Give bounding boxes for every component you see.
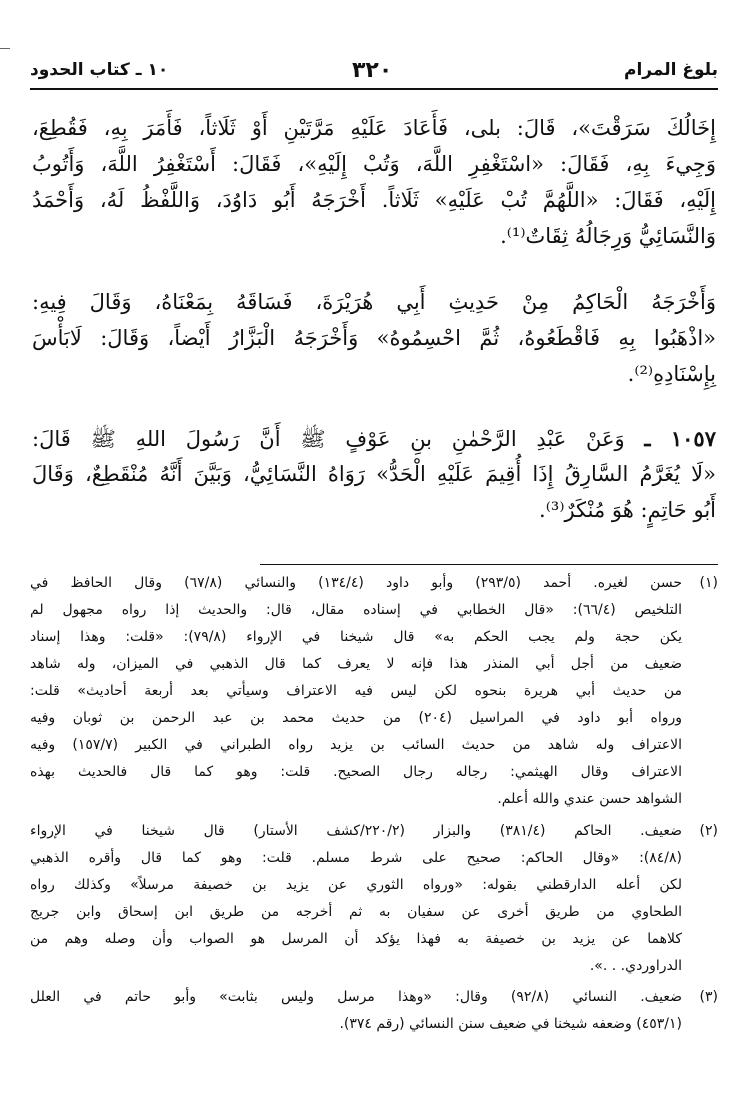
footnote-line: الشواهد حسن عندي والله أعلم. — [497, 791, 682, 807]
text-line: «اذْهَبُوا بِهِ فَاقْطَعُوهُ، ثُمَّ احْسِمُوهُ» وَأَخْرَجَهُ الْبَزَّارُ أَيْضاً، وَقَالَ: لَابَأْسَ — [32, 326, 716, 350]
text-line: إِخَالُكَ سَرَقْتَ»، قَالَ: بلى، فَأَعَادَ عَلَيْهِ مَرَّتَيْنِ أَوْ ثَلَاثاً، فَأَمَرَ بِهِ، فَقُطِعَ، — [32, 116, 716, 140]
footnote-line: ورواه أبو داود في المراسيل (٢٠٤) من حديث محمد بن عبد الرحمن بن ثوبان وفيه — [30, 710, 683, 726]
footnote-line: الطحاوي من طريق أخرى عن سفيان به ثم أخرجه من طريق ابن إسحاق وابن جريج — [30, 904, 682, 920]
hadith-number: ١٠٥٧ ـ — [644, 426, 716, 451]
text-line: «لَا يُغَرَّمُ السَّارِقُ إِذَا أُقِيمَ عَلَيْهِ الْحَدُّ» رَوَاهُ النَّسَائِيُّ، وَبَيَّنَ أَنَّهُ مُنْقَطِعٌ، وَقَالَ — [32, 462, 716, 486]
footnote-line: ضعيف من أجل أبي المنذر هذا فإنه لا يعرف كما قال الذهبي في الميزان، وله شاهد — [30, 656, 682, 672]
running-header — [30, 58, 718, 90]
hadith-text: وَعَنْ عَبْدِ الرَّحْمٰنِ بنِ عَوْفٍ ﷺ أَنَّ رَسُولَ اللهِ ﷺ قَالَ: — [32, 427, 625, 451]
hadith-first-line — [32, 428, 716, 450]
footnote-number: (٣) — [699, 989, 718, 1005]
text-line: أَبُو حَاتِمٍ: هُوَ مُنْكَرٌ⁽³⁾. — [539, 498, 716, 522]
footnote-number: (١) — [699, 575, 718, 591]
footnote-line: ضعيف. الحاكم (٣٨١/٤) والبزار (٢٢٠/٢/كشف الأستار) قال شيخنا في الإرواء — [30, 823, 682, 839]
footnote-line: حسن لغيره. أحمد (٢٩٣/٥) وأبو داود (١٣٤/٤) والنسائي (٦٧/٨) وقال الحافظ في — [30, 575, 682, 591]
footnote-line: (٤٥٣/١) وضعفه شيخنا في ضعيف سنن النسائي (رقم ٣٧٤). — [339, 1016, 682, 1032]
footnote-line: ضعيف. النسائي (٩٢/٨) وقال: «وهذا مرسل وليس بثابت» وأبو حاتم في العلل — [30, 989, 682, 1005]
text-line: وَجِيءَ بِهِ، فَقَالَ: «اسْتَغْفِرِ اللَّهَ، وَتُبْ إِلَيْهِ»، فَقَالَ: أَسْتَغْفِرُ اللَّهَ، وَأَتُوبُ — [32, 152, 716, 176]
book-title: بلوغ المرام — [624, 60, 718, 80]
footnote-number: (٢) — [699, 823, 718, 839]
scan-edge-mark — [0, 48, 10, 49]
footnote-line: يكن حجة ولم يجب الحكم به» قال شيخنا في الإرواء (٧٩/٨): «قلت: وهذا إسناد — [30, 629, 682, 645]
footnote-line: لكن أعله الدارقطني بقوله: «ورواه الثوري عن يزيد بن خصيفة مرسلاً» وكذلك رواه — [30, 877, 682, 893]
footnote-line: كلاهما عن يزيد بن خصيفة به فهذا يؤكد أن المرسل هو الصواب وأن وصله وهم من — [30, 931, 682, 947]
chapter-title: ١٠ ـ كتاب الحدود — [30, 60, 169, 80]
text-line: وَالنَّسَائِيُّ وَرِجَالُهُ ثِقَاتٌ⁽¹⁾. — [500, 224, 716, 248]
footnote-line: التلخيص (٦٦/٤): «قال الخطابي في إسناده مقال، قال: والحديث إذا رواه مجهول لم — [30, 602, 682, 618]
text-line: إِلَيْهِ، فَقَالَ: «اللَّهُمَّ تُبْ عَلَيْهِ» ثَلَاثاً. أَخْرَجَهُ أَبُو دَاوُدَ، وَاللَّفْظُ لَهُ، وَأَحْمَدُ — [32, 188, 716, 212]
text-line: بِإِسْنَادِهِ⁽²⁾. — [627, 362, 716, 386]
footnote-line: الدراوردي. . .». — [589, 958, 682, 974]
page-number: ٣٢٠ — [352, 58, 393, 83]
footnote-line: الاعتراف وله شاهد من حديث السائب بن يزيد رواه الطبراني في الكبير (١٥٧/٧) وفيه — [30, 737, 682, 753]
footnote-line: (٨٤/٨): «وقال الحاكم: صحيح على شرط مسلم. قلت: وهو كما قال وأقره الذهبي — [30, 850, 682, 866]
text-line: وَأَخْرَجَهُ الْحَاكِمُ مِنْ حَدِيثِ أَبِي هُرَيْرَةَ، فَسَاقَهُ بِمَعْنَاهُ، وَقَالَ فِيهِ: — [32, 290, 716, 314]
footnote-line: الاعتراف وقال الهيثمي: رجاله رجال الصحيح. قلت: وهو كما قال فالحديث بهذه — [30, 764, 682, 780]
footnote-line: من حديث أبي هريرة بنحوه لكن ليس فيه الاعتراف وسيأتي بعد أربعة أحاديث» قلت: — [30, 683, 682, 699]
footnote-separator — [260, 564, 718, 565]
